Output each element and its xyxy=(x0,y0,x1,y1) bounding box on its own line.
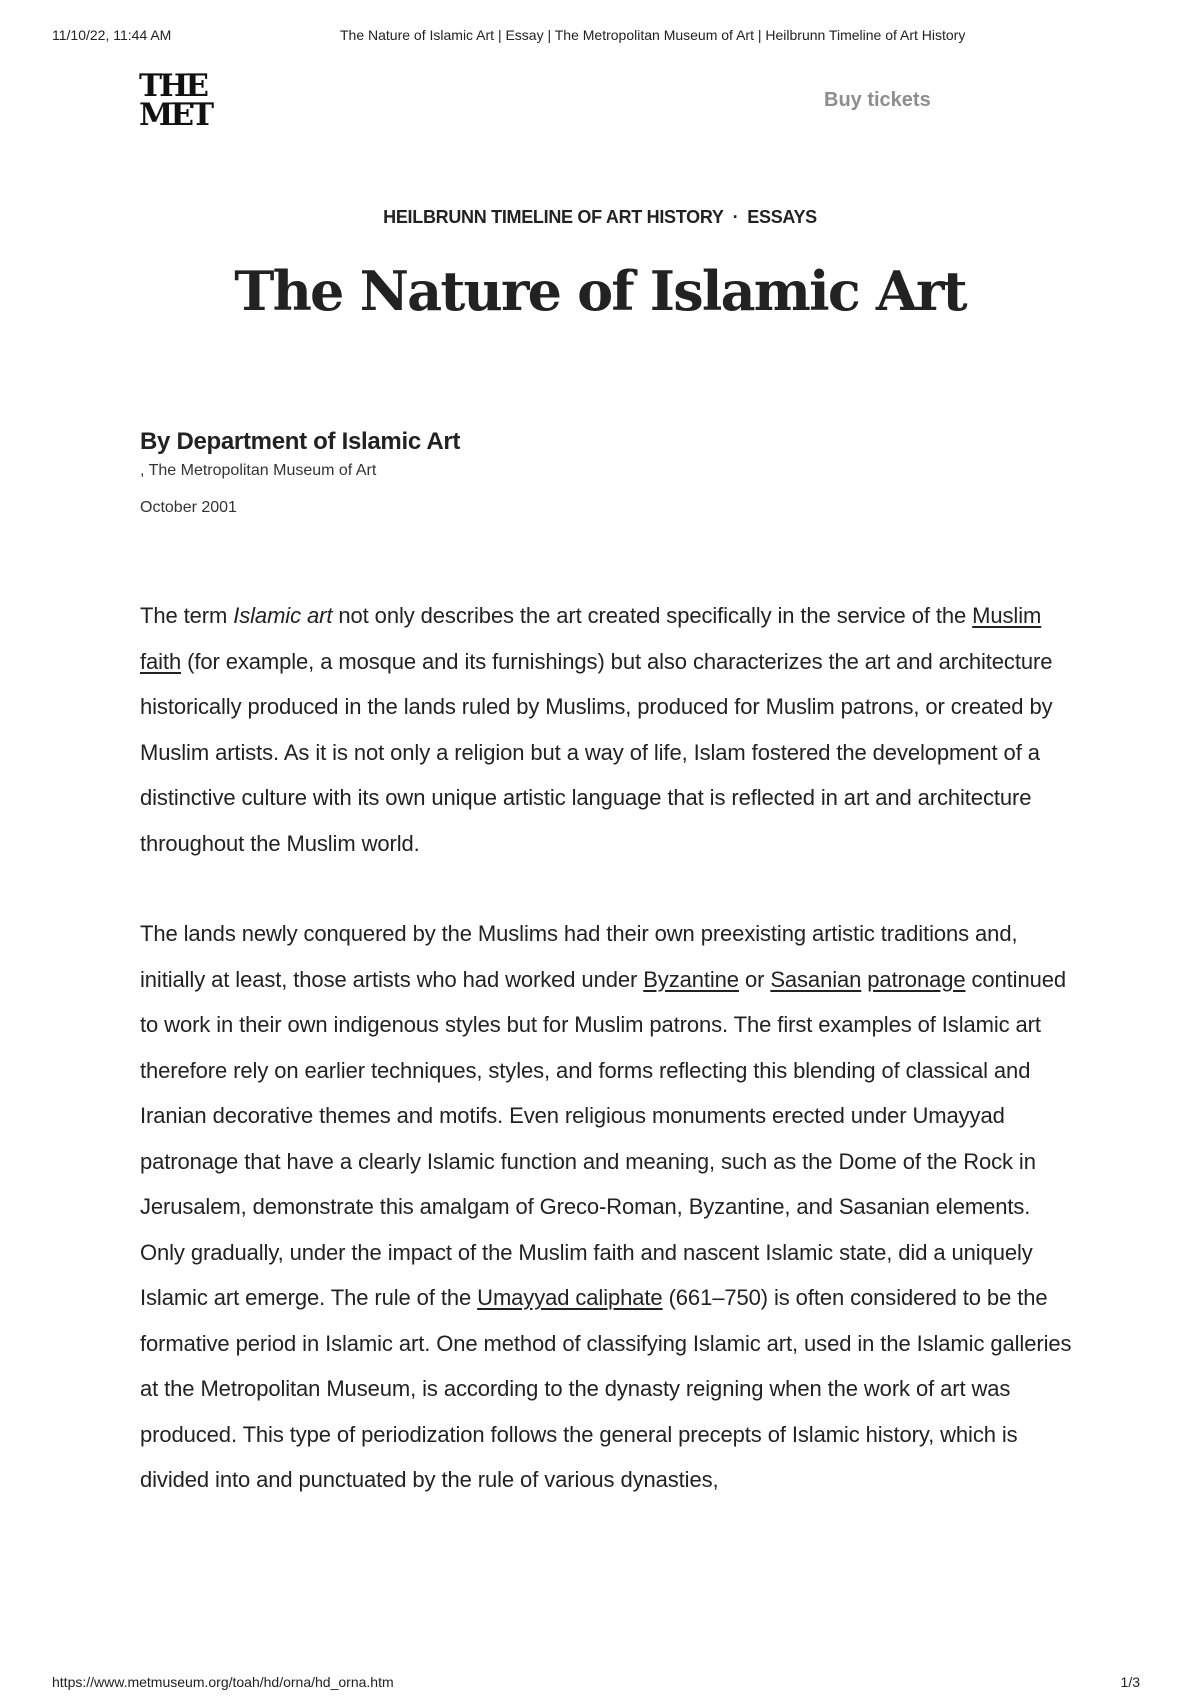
link-patronage[interactable]: patronage xyxy=(867,966,966,992)
essay-body xyxy=(140,593,1080,1548)
page-title: The Nature of Islamic Art xyxy=(234,259,966,323)
print-url: https://www.metmuseum.org/toah/hd/orna/hd_orna.htm xyxy=(52,1674,394,1690)
byline xyxy=(140,428,460,517)
text-run: The lands newly conquered by the Muslims had their own preexisting artistic traditions and, initially at least, those artists who had worked under xyxy=(140,921,1018,992)
logo-line-2: MET xyxy=(139,97,212,133)
text-run: not only describes the art created specifically in the service of the xyxy=(332,603,973,628)
text-run: continued to work in their own indigenous styles but for Muslim patrons. The first examples of Islamic art therefore rely on earlier techniques, styles, and forms reflecting this blending of classical and Iranian decorative themes and motifs. Even religious monuments erected under Umayyad patronage that have a clearly Islamic function and meaning, such as the Dome of the Rock in Jerusalem, demonstrate this amalgam of Greco-Roman, Byzantine, and Sasanian elements. Only gradually, under the impact of the Muslim faith and nascent Islamic state, did a uniquely Islamic art emerge. The rule of the xyxy=(140,966,1067,1310)
emphasis-islamic-art: Islamic art xyxy=(233,603,333,628)
essay-paragraph-1 xyxy=(140,593,1080,866)
print-page-number: 1/3 xyxy=(1120,1674,1140,1690)
print-header xyxy=(52,27,1140,47)
text-run: or xyxy=(738,966,771,992)
met-logo[interactable] xyxy=(139,68,212,133)
breadcrumb-essays[interactable]: ESSAYS xyxy=(747,207,817,227)
link-sasanian[interactable]: Sasanian xyxy=(770,966,862,992)
breadcrumb-separator: · xyxy=(732,207,739,227)
text-run: (for example, a mosque and its furnishings) but also characterizes the art and architecture historically produced in the lands ruled by Muslims, produced for Muslim patrons, or created by Muslim artists. As it is not only a religion but a way of life, Islam fostered the development of a distinctive culture with its own unique artistic language that is reflected in art and architecture throughout the Muslim world. xyxy=(140,648,1053,856)
byline-affiliation: , The Metropolitan Museum of Art xyxy=(140,462,377,479)
link-umayyad-caliphate[interactable]: Umayyad caliphate xyxy=(477,1285,663,1310)
link-muslim-faith[interactable]: Muslim faith xyxy=(140,603,1042,674)
print-document-title: The Nature of Islamic Art | Essay | The Metropolitan Museum of Art | Heilbrunn Timeline of Art History xyxy=(340,27,966,43)
logo-line-1: THE xyxy=(139,68,206,104)
text-run: The term xyxy=(140,603,234,628)
breadcrumb xyxy=(0,207,1200,228)
print-date: 11/10/22, 11:44 AM xyxy=(52,27,172,43)
breadcrumb-heilbrunn-timeline[interactable]: HEILBRUNN TIMELINE OF ART HISTORY xyxy=(383,207,724,227)
buy-tickets-link[interactable]: Buy tickets xyxy=(824,89,931,111)
essay-paragraph-2 xyxy=(140,911,1080,1503)
byline-author: By Department of Islamic Art xyxy=(140,428,461,455)
byline-date: October 2001 xyxy=(140,499,237,516)
text-run: (661–750) is often considered to be the formative period in Islamic art. One method of classifying Islamic art, used in the Islamic galleries at the Metropolitan Museum, is according to the dynasty reigning when the work of art was produced. This type of periodization follows the general precepts of Islamic history, which is divided into and punctuated by the rule of various dynasties, xyxy=(140,1285,1072,1492)
link-byzantine[interactable]: Byzantine xyxy=(643,966,739,992)
